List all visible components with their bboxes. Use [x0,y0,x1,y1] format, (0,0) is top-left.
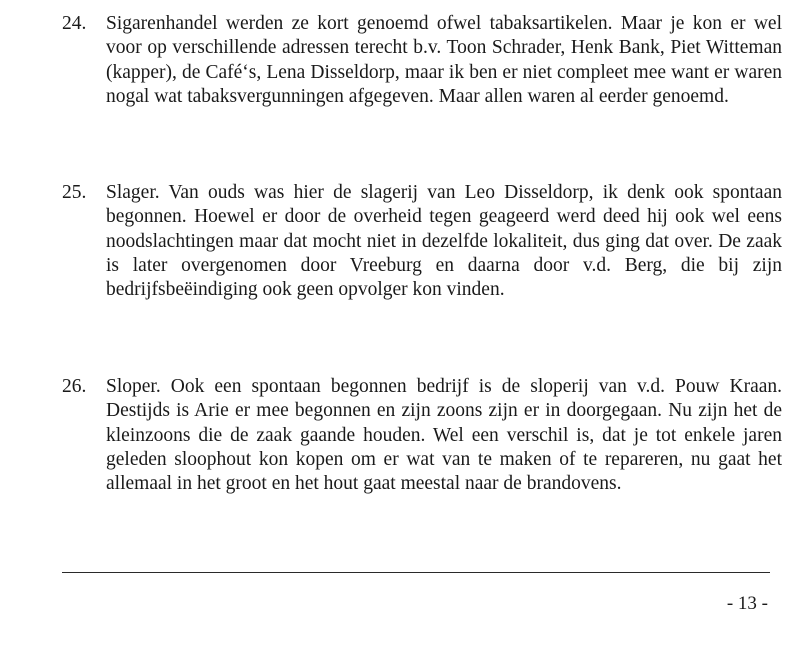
list-item-24 [62,12,782,109]
list-item-26 [62,375,782,496]
item-number: 26. [62,376,87,397]
item-number: 24. [62,13,87,34]
list-item-25 [62,181,782,302]
item-number: 25. [62,182,87,203]
item-text: Slager. Van ouds was hier de slagerij van Leo Disseldorp, ik denk ook spontaan begonnen. Hoewel er door de overheid tegen geageerd werd deed hij ook wel eens noodslachtingen maar dat mocht niet in dezelfde lokaliteit, dus ging dat over. De zaak is later overgenomen door Vreeburg en daarna door v.d. Berg, die bij zijn bedrijfsbeëindiging ook geen opvolger kon vinden. [106,182,782,301]
page-number: - 13 - [726,593,768,614]
footer-divider [62,572,770,573]
item-text: Sloper. Ook een spontaan begonnen bedrijf is de sloperij van v.d. Pouw Kraan. Destijds is Arie er mee begonnen en zijn zoons zijn er in doorgegaan. Nu zijn het de kleinzoons die de zaak gaande houden. Wel een verschil is, dat je tot enkele jaren geleden sloophout kon kopen om er wat van te maken of te repareren, nu gaat het allemaal in het groot en het hout gaat meestal naar de brandovens. [106,376,782,495]
item-text: Sigarenhandel werden ze kort genoemd ofwel tabaksartikelen. Maar je kon er wel voor op verschillende adressen terecht b.v. Toon Schrader, Henk Bank, Piet Witteman (kapper), de Café‘s, Lena Disseldorp, maar ik ben er niet compleet mee want er waren nogal wat tabaksvergunningen afgegeven. Maar allen waren al eerder genoemd. [106,13,782,107]
